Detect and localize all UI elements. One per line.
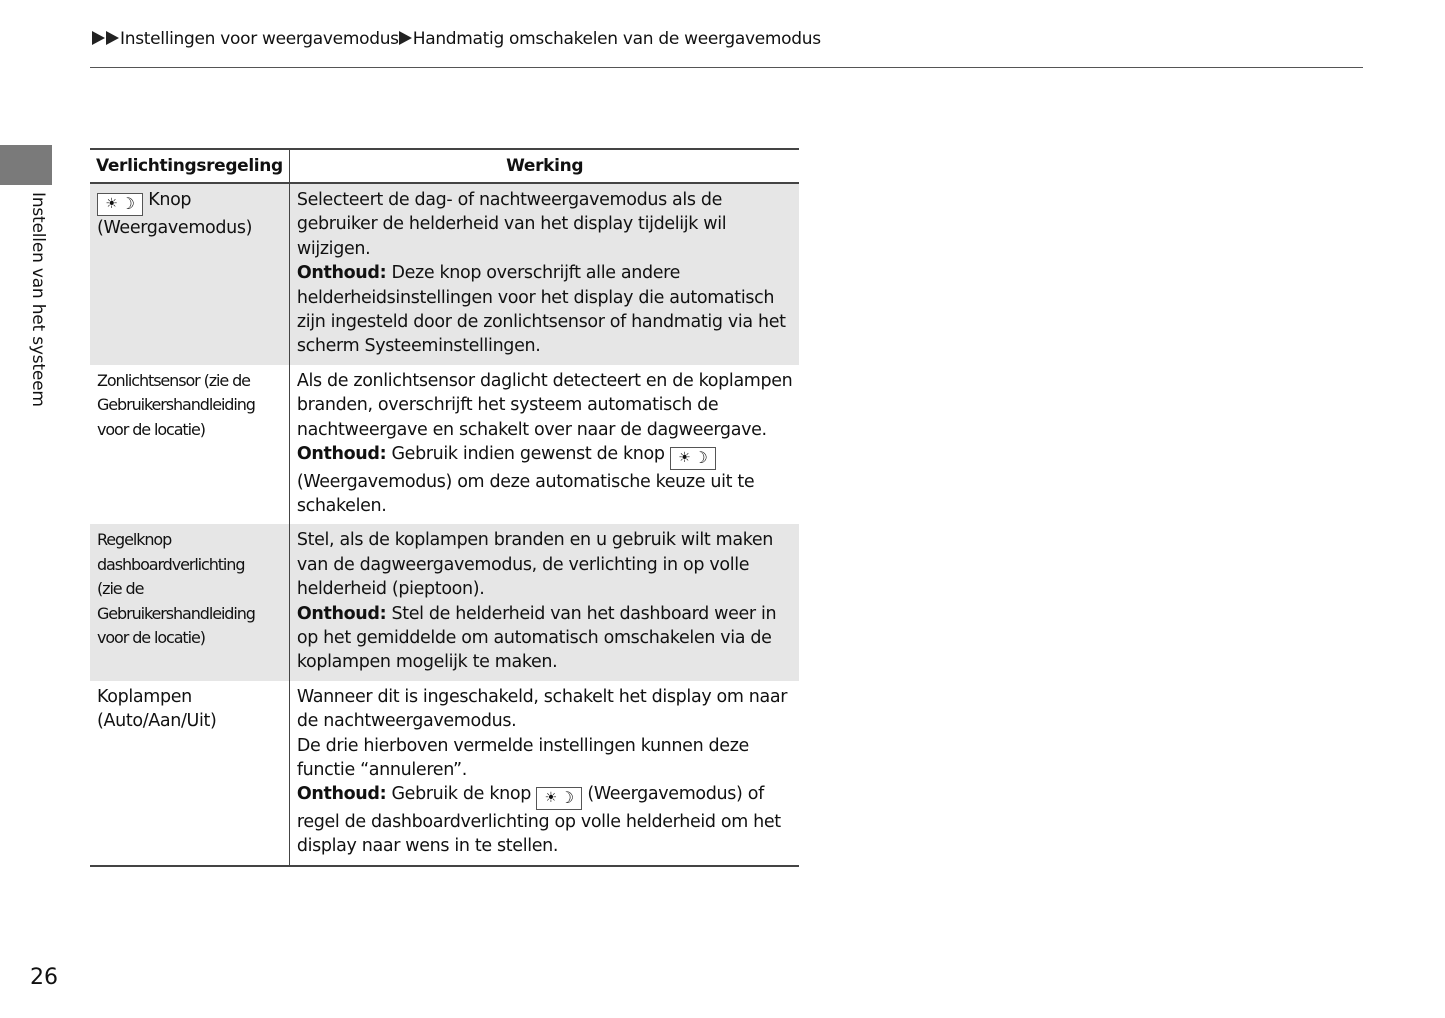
text-line bbox=[297, 810, 793, 834]
text-line bbox=[97, 626, 282, 650]
text-segment: helderheid (pieptoon). bbox=[296, 579, 485, 600]
text-line bbox=[297, 650, 793, 674]
text-line bbox=[297, 369, 793, 393]
breadcrumb bbox=[92, 29, 821, 49]
text-line bbox=[97, 188, 282, 216]
table-header-row bbox=[90, 149, 799, 183]
table-row bbox=[90, 681, 799, 866]
text-segment: koplampen mogelijk te maken. bbox=[296, 652, 558, 673]
text-line bbox=[297, 834, 793, 858]
control-cell bbox=[90, 365, 289, 525]
text-line bbox=[297, 709, 793, 733]
text-line bbox=[297, 494, 793, 518]
text-line bbox=[297, 286, 793, 310]
lighting-control-table bbox=[90, 148, 799, 867]
control-cell bbox=[90, 524, 289, 680]
note-label: Onthoud: bbox=[296, 263, 387, 284]
text-segment: De drie hierboven vermelde instellingen kunnen deze bbox=[296, 735, 749, 756]
text-segment: Gebruik de knop bbox=[386, 784, 537, 805]
text-segment: regel de dashboardverlichting op volle helderheid om het bbox=[296, 811, 781, 832]
text-segment: (Weergavemodus) of bbox=[582, 784, 764, 805]
text-line bbox=[297, 553, 793, 577]
text-line bbox=[297, 237, 793, 261]
section-tab-marker bbox=[0, 145, 52, 185]
section-tab-label: Instellen van het systeem bbox=[28, 192, 48, 407]
text-line bbox=[97, 216, 282, 240]
text-line bbox=[97, 577, 282, 601]
text-line bbox=[97, 602, 282, 626]
column-header: Verlichtingsregeling bbox=[90, 149, 289, 183]
text-segment: scherm Systeeminstellingen. bbox=[296, 336, 541, 357]
text-line bbox=[97, 553, 282, 577]
text-line bbox=[297, 418, 793, 442]
text-line bbox=[297, 577, 793, 601]
text-line bbox=[97, 685, 282, 709]
text-line bbox=[297, 528, 793, 552]
control-cell bbox=[90, 681, 289, 866]
sun-moon-button-icon: ☀ ☽ bbox=[536, 787, 582, 810]
triangle-icon bbox=[106, 31, 119, 45]
breadcrumb-item[interactable]: Instellingen voor weergavemodus bbox=[120, 29, 399, 49]
text-segment: (zie de bbox=[97, 579, 144, 599]
text-segment: (Auto/Aan/Uit) bbox=[97, 711, 217, 732]
description-cell bbox=[289, 681, 799, 866]
text-segment: Stel, als de koplampen branden en u gebruik wilt maken bbox=[296, 530, 774, 551]
text-segment: Deze knop overschrijft alle andere bbox=[386, 263, 681, 284]
text-segment: Stel de helderheid van het dashboard weer in bbox=[386, 603, 777, 624]
text-line bbox=[297, 310, 793, 334]
sun-moon-button-icon: ☀ ☽ bbox=[670, 447, 716, 470]
text-line bbox=[97, 418, 282, 442]
text-segment: branden, overschrijft het systeem automatisch de bbox=[296, 395, 719, 416]
note-label: Onthoud: bbox=[296, 444, 387, 465]
header-divider bbox=[90, 67, 1363, 68]
text-segment: Zonlichtsensor (zie de bbox=[97, 370, 250, 390]
text-line bbox=[97, 369, 282, 393]
text-segment: Wanneer dit is ingeschakeld, schakelt het display om naar bbox=[296, 686, 788, 707]
text-segment: functie “annuleren”. bbox=[296, 760, 467, 781]
text-segment: Gebruikershandleiding bbox=[97, 603, 255, 623]
text-line bbox=[297, 626, 793, 650]
triangle-icon bbox=[92, 31, 105, 45]
text-segment: helderheidsinstellingen voor het display die automatisch bbox=[296, 287, 775, 308]
page-number: 26 bbox=[30, 965, 58, 990]
text-segment: de nachtweergavemodus. bbox=[296, 711, 517, 732]
column-header: Werking bbox=[289, 149, 799, 183]
text-segment: gebruiker de helderheid van het display tijdelijk wil bbox=[296, 214, 727, 235]
text-segment: (Weergavemodus) om deze automatische keuze uit te bbox=[296, 471, 755, 492]
text-line bbox=[97, 393, 282, 417]
text-line bbox=[97, 528, 282, 552]
text-segment: voor de locatie) bbox=[97, 628, 205, 647]
note-label: Onthoud: bbox=[296, 603, 387, 624]
text-line bbox=[297, 758, 793, 782]
text-segment: nachtweergave en schakelt over naar de dagweergave. bbox=[296, 419, 767, 440]
text-line bbox=[297, 188, 793, 212]
text-line bbox=[297, 334, 793, 358]
text-segment: van de dagweergavemodus, de verlichting in op volle bbox=[296, 554, 750, 575]
description-cell bbox=[289, 524, 799, 680]
text-segment: schakelen. bbox=[296, 495, 387, 516]
text-segment: zijn ingesteld door de zonlichtsensor of handmatig via het bbox=[296, 312, 786, 333]
text-line bbox=[297, 685, 793, 709]
text-segment: Koplampen bbox=[97, 686, 192, 707]
text-segment: Knop bbox=[143, 190, 192, 210]
text-line bbox=[297, 782, 793, 810]
table-row bbox=[90, 524, 799, 680]
table-row bbox=[90, 183, 799, 365]
text-segment: Gebruikershandleiding bbox=[97, 395, 255, 415]
text-segment: display naar wens in te stellen. bbox=[296, 836, 559, 857]
text-line bbox=[297, 734, 793, 758]
text-line bbox=[297, 442, 793, 470]
note-label: Onthoud: bbox=[296, 784, 387, 805]
text-segment: Selecteert de dag- of nachtweergavemodus als de bbox=[296, 190, 723, 210]
text-line bbox=[297, 261, 793, 285]
text-line bbox=[297, 602, 793, 626]
text-segment: op het gemiddelde om automatisch omschakelen via de bbox=[296, 628, 772, 648]
breadcrumb-item[interactable]: Handmatig omschakelen van de weergavemodus bbox=[412, 29, 821, 49]
text-segment: dashboardverlichting bbox=[97, 554, 245, 574]
table-row bbox=[90, 365, 799, 525]
text-line bbox=[297, 393, 793, 417]
text-line bbox=[297, 470, 793, 494]
triangle-icon bbox=[399, 31, 412, 45]
text-line bbox=[97, 709, 282, 733]
description-cell bbox=[289, 183, 799, 365]
control-cell bbox=[90, 183, 289, 365]
description-cell bbox=[289, 365, 799, 525]
text-segment: (Weergavemodus) bbox=[97, 217, 253, 238]
text-segment: Als de zonlichtsensor daglicht detecteert en de koplampen bbox=[296, 370, 793, 391]
text-segment: wijzigen. bbox=[296, 238, 371, 259]
text-segment: voor de locatie) bbox=[97, 419, 205, 439]
text-segment: Gebruik indien gewenst de knop bbox=[386, 444, 670, 465]
text-line bbox=[297, 212, 793, 236]
text-segment: Regelknop bbox=[97, 530, 172, 550]
sun-moon-button-icon: ☀ ☽ bbox=[97, 193, 143, 216]
